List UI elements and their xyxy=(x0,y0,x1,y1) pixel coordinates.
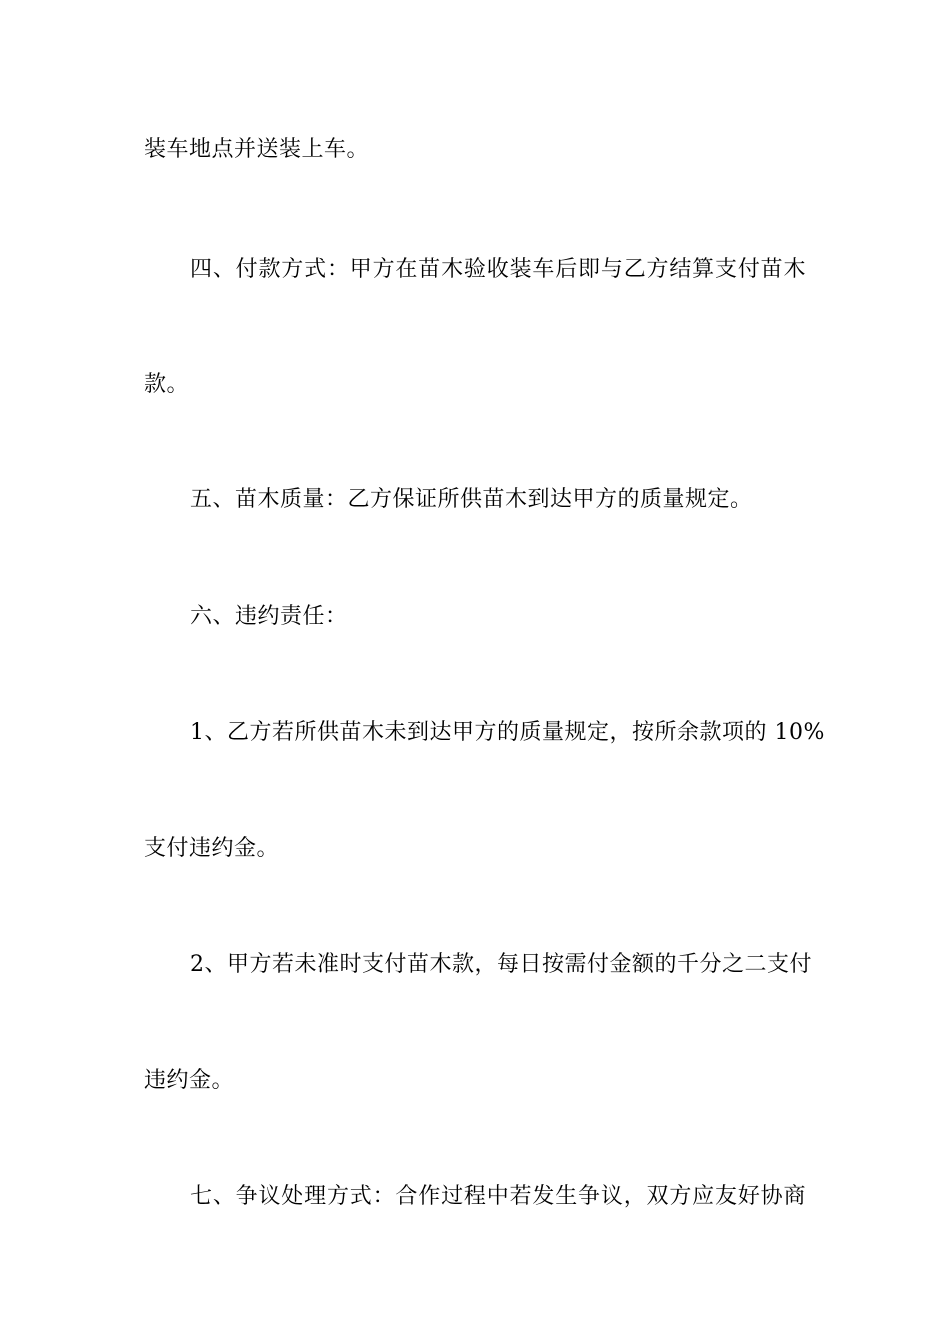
section-5-seedling-quality: 五、苗木质量：乙方保证所供苗木到达甲方的质量规定。 xyxy=(190,487,753,512)
section-7-dispute-resolution: 七、争议处理方式：合作过程中若发生争议，双方应友好协商 xyxy=(190,1184,806,1209)
text-line-3: 款。 xyxy=(144,372,190,397)
text-line-1: 装车地点并送装上车。 xyxy=(144,137,370,162)
section-6-breach-liability: 六、违约责任： xyxy=(190,604,348,629)
clause-1-supplier-breach: 1、乙方若所供苗木未到达甲方的质量规定，按所余款项的 10% xyxy=(190,720,825,745)
clause-2-buyer-breach: 2、甲方若未准时支付苗木款，每日按需付金额的千分之二支付 xyxy=(190,952,812,977)
text-line-9: 违约金。 xyxy=(144,1068,235,1093)
section-4-payment-method: 四、付款方式：甲方在苗木验收装车后即与乙方结算支付苗木 xyxy=(190,257,806,282)
text-line-7: 支付违约金。 xyxy=(144,836,280,861)
